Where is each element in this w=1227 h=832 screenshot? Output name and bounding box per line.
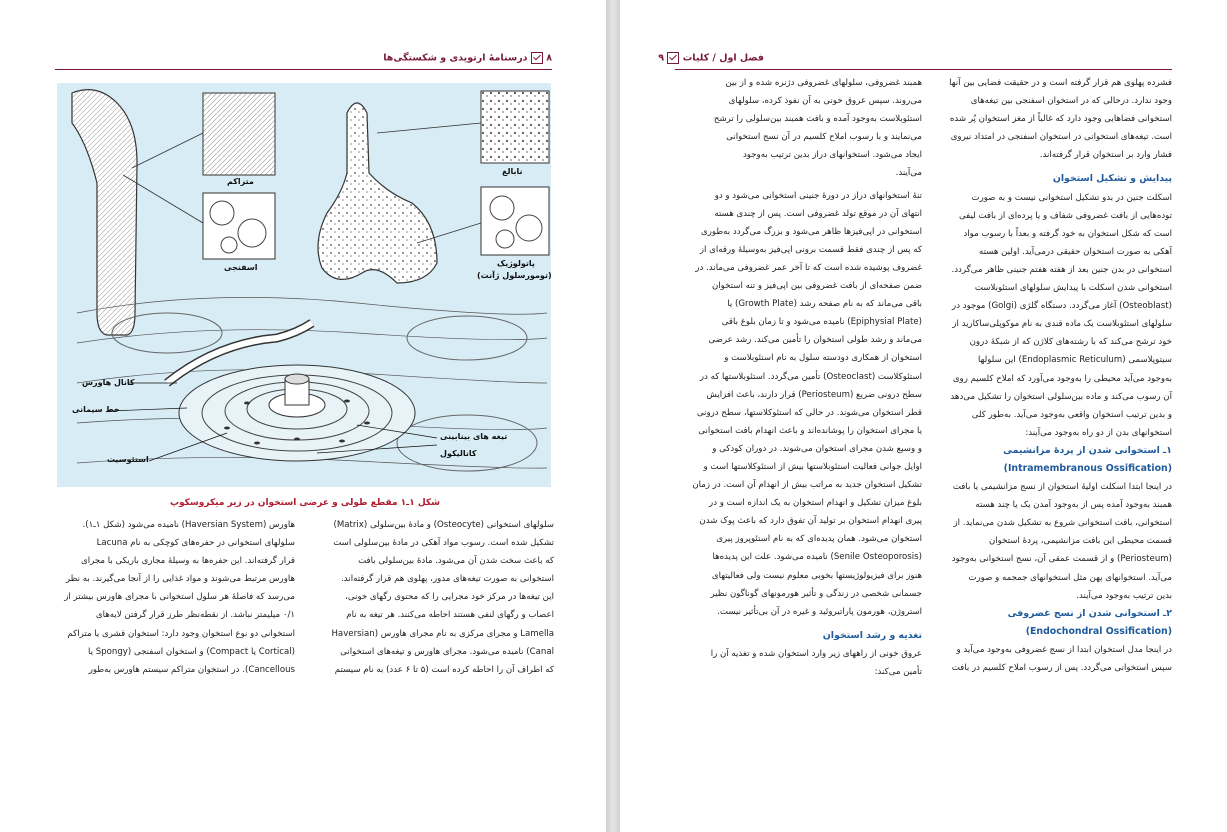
text-line: آهکی به صورت استخوان حقیقی درمی‌آید. اولین هسته — [978, 246, 1172, 257]
text-line: استخوانی شدن اسکلت با پیدایش سلولهای استئوبلاست — [974, 283, 1172, 294]
page-number: ۹ — [658, 52, 665, 64]
text-line: جسمانی شخصی در زندگی و تأثیر هورمونهای گوناگون نظیر — [710, 588, 922, 599]
text-line: و بدین ترتیب استخوان واقعی به‌وجود می‌آید. به‌طور کلی — [971, 409, 1172, 420]
text-line: فشار وارد بر استخوان قرار گرفته‌اند. — [1039, 150, 1172, 161]
text-line: استخوانی به صورت تیغه‌های مدور، پهلوی هم قرار گرفته‌اند. — [341, 574, 554, 585]
text-line: Canal) نامیده می‌شود. مجرای هاورس و تیغه‌های استخوانی — [340, 646, 554, 657]
right-page-right-column — [938, 74, 1172, 677]
text-line: پیری انهدام استخوان بر تولید آن تفوق دارد که باعث پوک شدن — [699, 516, 922, 527]
text-line: هاورس مرتبط می‌شوند و مواد غذایی را از آنجا می‌گیرند. به نظر — [65, 574, 295, 585]
text-line: است که شکل استخوان به خود گرفته و بعداً با رسوب مواد — [963, 228, 1172, 239]
header-rule — [55, 69, 552, 70]
text-line: بدین ترتیب به‌وجود می‌آیند. — [1076, 590, 1172, 601]
left-page-left-column — [57, 516, 295, 679]
text-line: می‌نمایند و با رسوب املاح کلسیم در آن نسج استخوانی — [726, 132, 922, 143]
text-line: ضمن صفحه‌ای از بافت غضروفی بین اپی‌فیز و تنه استخوان — [711, 281, 922, 292]
label-cement-line: خط سیمانی — [72, 405, 120, 414]
subsection-heading: ۲ـ استخوانی شدن از نسج غضروفی — [1007, 607, 1172, 619]
text-line: استئوکلاست (Osteoclast) تأمین می‌گردد. استئوبلاستها که در — [699, 371, 922, 382]
figure-caption: شکل ۱ـ۱ مقطع طولی و عرضی استخوان در زیر میکروسکوپ — [169, 498, 441, 508]
text-line: Cancellous). در استخوان متراکم سیستم هاورس به‌طور — [88, 664, 295, 675]
text-line: سلولهای استخوانی (Osteocyte) و مادهٔ بین‌سلولی (Matrix) — [333, 520, 554, 530]
text-line: همبند غضروفی، سلولهای غضروفی دژنره شده و از بین — [725, 78, 922, 88]
text-line: استخوانی دو نوع استخوان وجود دارد: استخوان قشری یا متراکم — [67, 628, 295, 639]
text-line: استخوان از همکاری دودسته سلول به نام استئوبلاست و — [724, 353, 922, 364]
text-line: می‌ماند و رشد طولی استخوان را تأمین می‌کند. رشد عرضی — [708, 335, 922, 346]
text-line: آن رسوب می‌کند و ماده بین‌سلولی استخوان را تشکیل می‌دهد — [950, 391, 1172, 402]
text-line: تنهٔ استخوانهای دراز در دورهٔ جنینی استخوانی می‌شود و دو — [714, 190, 922, 201]
text-line: ۰/۱ میلیمتر نباشد. از نقطه‌نظر طرز قرار گرفتن لایه‌های — [95, 610, 295, 621]
section-heading: تغذیه و رشد استخوان — [822, 629, 922, 641]
text-line: هنوز برای فیزیولوژیستها بخوبی معلوم نیست ولی فعالیتهای — [711, 570, 922, 581]
text-line: تشکیل شده است. رسوب مواد آهکی در مادهٔ بین‌سلولی است — [333, 538, 554, 549]
text-line: غضروف پوشیده شده است که تا آخر عمر غضروفی می‌ماند. در — [695, 262, 922, 273]
page-number: ۸ — [546, 52, 552, 64]
text-line: یا مجرای استخوان را پوشانده‌اند و باعث انهدام بافت استخوانی — [698, 425, 922, 436]
label-spongy: اسفنجی — [224, 263, 258, 272]
text-line: عروق خونی از راههای زیر وارد استخوان شده و تغذیه آن را — [710, 648, 922, 659]
label-compact: متراکم — [227, 177, 254, 186]
text-line: قرار گرفته‌اند. این حفره‌ها به وسیلهٔ مجاری باریکی با مجرای — [80, 556, 295, 567]
text-line: هاورس (Haversian System) نامیده می‌شود (شکل ۱ـ۱). — [82, 520, 295, 530]
text-line: سلولهای استئوبلاست یک ماده قندی به نام موکوپلی‌ساکارید از — [952, 319, 1172, 330]
checkbox-icon — [667, 52, 679, 64]
text-line: سلولهای استخوانی در حفره‌های کوچکی به نام Lacuna — [96, 538, 295, 549]
section-heading: پیدایش و تشکیل استخوان — [1052, 173, 1172, 185]
text-line: به‌وجود می‌آید محیطی را به‌وجود می‌آورد که املاح کلسیم روی — [952, 373, 1172, 384]
text-line: ایجاد می‌شود. استخوانهای دراز بدین ترتیب به‌وجود — [742, 150, 922, 161]
label-pathologic: پاتولوژیک — [497, 259, 535, 268]
text-line: بلوغ میزان تشکیل و انهدام استخوان به یک اندازه است و در — [709, 498, 922, 509]
text-line: توده‌هایی از بافت غضروفی شفاف و یا پرده‌ای از بافت لیفی — [958, 210, 1172, 221]
text-line: این تیغه‌ها در مرکز خود مجرایی را که محتوی رگهای خونی، — [345, 592, 554, 603]
text-line: و وسیع شدن مجرای استخوان می‌شوند. در دوران کودکی و — [712, 443, 922, 454]
text-line: تأمین می‌کند: — [874, 667, 922, 677]
bone-figure — [57, 83, 551, 487]
text-line: خود ترشح می‌کند که با رشته‌های کلاژن که از شبکهٔ درون — [969, 337, 1172, 348]
label-canaliculi: کانالیکول — [440, 449, 477, 458]
label-pathologic-sub: (تومورسلول ژآنت) — [477, 271, 552, 280]
text-line: استخوانی، بافت استخوانی شروع به تشکیل شدن می‌نماید. از — [953, 518, 1172, 529]
text-line: Lamella و مجرای مرکزی به نام مجرای هاورس (Haversian — [331, 628, 554, 639]
text-line: وجود ندارد. درحالی که در استخوان اسفنجی بین تیغه‌های — [970, 96, 1172, 107]
label-immature: نابالغ — [502, 167, 523, 176]
right-page — [620, 0, 1227, 832]
label-osteocyte: استئوسیت — [107, 455, 149, 464]
text-line: (Epiphysial Plate) نامیده می‌شود و تا زمان بلوغ باقی — [721, 317, 922, 328]
chapter-title: فصل اول / کلیات — [682, 52, 764, 64]
text-line: تشکیل استخوان جدید به مراتب بیش از انهدام آن است. در زمان — [692, 480, 922, 491]
text-line: اعصاب و رگهای لنفی هستند احاطه می‌کنند. هر تیغه به نام — [346, 610, 554, 621]
text-line: استخوانهای بدن از دو راه به‌وجود می‌آیند: — [1025, 427, 1172, 438]
left-page-right-column — [312, 516, 554, 679]
text-line: که پس از چندی فقط قسمت برونی اپی‌فیز به‌وسیلهٔ ورقه‌ای از — [699, 244, 922, 255]
text-line: قسمت محیطی این بافت مزانشیمی، پردهٔ استخوان — [988, 536, 1172, 547]
text-line: اوایل جوانی فعالیت استئوبلاستها بیش از استئوکلاستها است و — [703, 461, 922, 472]
label-interstitial-lamella: تیغه های بینابینی — [440, 432, 508, 441]
text-line: استئوبلاست به‌وجود آمده و بافت همبند بین‌سلولی را ترشح — [713, 114, 922, 125]
text-line: فشرده پهلوی هم قرار گرفته است و در حقیقت فضایی بین آنها — [949, 78, 1172, 88]
text-line: که اطراف آن را احاطه کرده است (۵ تا ۶ عدد) به نام سیستم — [334, 664, 554, 675]
page-header — [383, 52, 552, 68]
text-line: (Osteoblast) آغاز می‌گردد. دستگاه گلژی (Golgi) موجود در — [952, 301, 1172, 312]
text-line: استخوانی فضاهایی وجود دارد که غالباً از مغز استخوان پُر شده — [949, 114, 1172, 125]
header-rule — [675, 69, 1172, 70]
text-line: می‌روند. سپس عروق خونی به آن نفوذ کرده، سلولهای — [728, 96, 922, 107]
book-gutter — [606, 0, 620, 832]
text-line: (Periosteum) و از قسمت عمقی آن، نسج استخوانی به‌وجود — [951, 554, 1172, 565]
text-line: همبند به‌وجود آمده پس از به‌وجود آمدن یک یا چند هسته — [975, 500, 1172, 511]
page-header — [658, 52, 764, 68]
bone-illustration — [57, 83, 551, 487]
text-line: قطر استخوان می‌شوند. در حالی که استئوکلاستها، سطح درونی — [696, 407, 922, 418]
text-line: اسکلت جنین در بدو تشکیل استخوانی نیست و به صورت — [971, 192, 1172, 203]
text-line: استخوان می‌شود. همان پدیده‌ای که به نام استئوپروز پیری — [716, 534, 922, 545]
text-line: می‌آیند. — [895, 168, 922, 179]
text-line: استخوانی در بدن جنین بعد از هفته هفتم جنینی ظاهر می‌گردد. — [951, 264, 1172, 275]
text-line: انتهای آن در موقع تولد غضروفی است. پس از چندی هسته — [714, 208, 922, 219]
text-line: سیتوپلاسمی (Endoplasmic Reticulum) این سلولها — [978, 355, 1172, 366]
text-line: (Cortical یا Compact) و استخوان اسفنجی (Spongy یا — [87, 646, 295, 657]
text-line: سپس استخوانی می‌گردد. پس از رسوب املاح کلسیم در بافت — [951, 663, 1172, 673]
label-haversian-canal: کانال هاورس — [82, 378, 135, 387]
text-line: می‌رسد که فاصلهٔ هر سلول استخوانی با مجرای هاورس بیشتر از — [64, 592, 295, 603]
book-title: درسنامهٔ ارتوپدی و شکستگی‌ها — [383, 52, 528, 64]
text-line: است. تیغه‌های استخوانی در استخوان اسفنجی در امتداد نیروی — [950, 132, 1172, 143]
right-page-left-column — [676, 74, 922, 681]
left-page — [0, 0, 606, 832]
subsection-heading: ۱ـ استخوانی شدن از پردهٔ مزانشیمی — [1003, 444, 1172, 456]
text-line: استخوانی در اپی‌فیزها ظاهر می‌شود و بزرگ می‌گردد به‌طوری — [701, 226, 922, 237]
text-line: که باعث سخت شدن آن می‌شود. مادهٔ بین‌سلولی بافت — [358, 556, 554, 567]
text-line: باقی می‌ماند که به نام صفحه رشد (Growth Plate) یا — [727, 299, 922, 310]
subsection-heading-latin: (Intramembranous Ossification) — [1003, 462, 1172, 474]
text-line: استروژن، هورمون پاراتیروئید و غیره در آن بی‌تأثیر نیست. — [717, 606, 922, 617]
subsection-heading-latin: (Endochondral Ossification) — [1025, 625, 1172, 637]
text-line: سطح درونی ضریع (Periosteum) قرار دارند، باعث افزایش — [706, 389, 922, 400]
text-line: در اینجا مدل استخوان ابتدا از نسج غضروفی به‌وجود می‌آید و — [956, 644, 1172, 655]
text-line: می‌آید. استخوانهای پهن مثل استخوانهای جمجمه و صورت — [968, 572, 1172, 583]
text-line: (Senile Osteoporosis) نامیده می‌شود. علت این پدیده‌ها — [712, 552, 922, 563]
text-line: در اینجا ابتدا اسکلت اولیهٔ استخوان از نسج مزانشیمی یا بافت — [952, 482, 1172, 493]
checkbox-icon — [531, 52, 543, 64]
